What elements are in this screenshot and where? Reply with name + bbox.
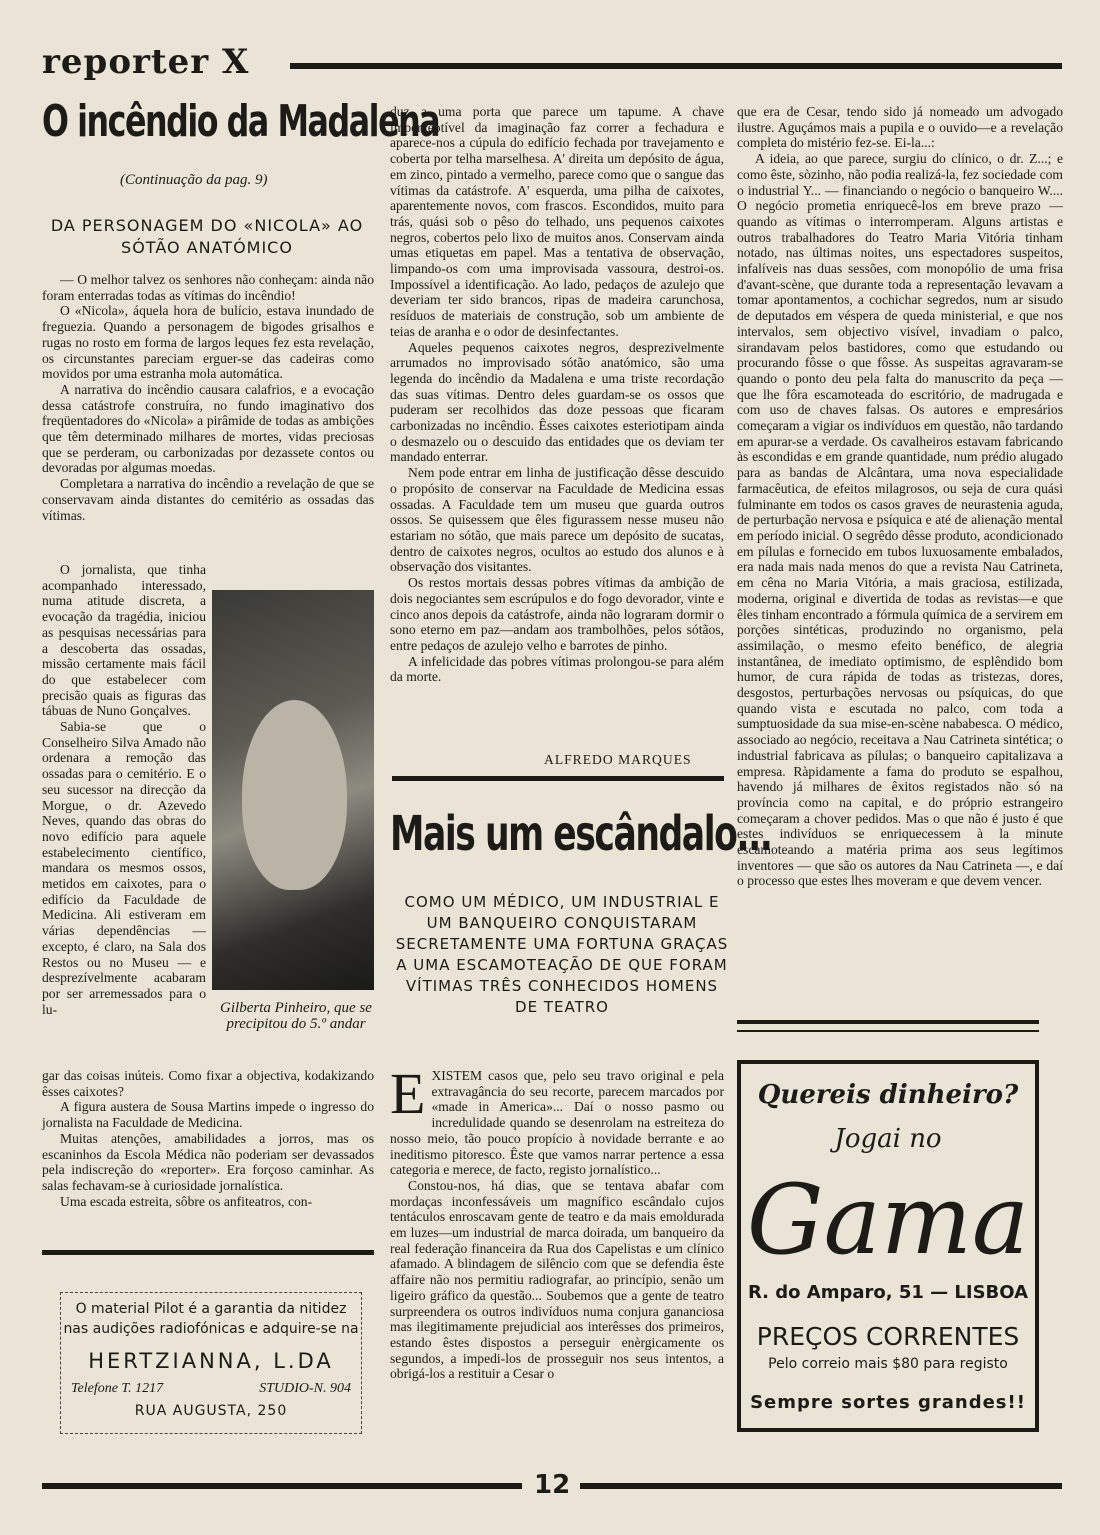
photo-caption: Gilberta Pinheiro, que se precipitou do 5.º andar [220,1000,372,1032]
pilot-line1: O material Pilot é a garantia da nitidez [75,1301,347,1317]
masthead-rule [290,63,1062,69]
paragraph: Os restos mortais dessas pobres vítimas da ambição de dois negociantes sem escrúpulos e do fogo devorador, vinte e cinco anos depois da catástrofe, ainda não lograram dormir o sono eterno em paz—andam aos trambolhões, pelos sótãos, entre pedaços de azulejo velho e barrotes de pinho. [390,575,724,653]
paragraph: Nem pode entrar em linha de justificação dêsse descuido o propósito de conservar na Faculdade de Medicina essas ossadas. A Faculdade tem um museu que guarda outros ossos. Se quisessem que êles figurassem nesse museu não estariam no sótão, que mais parece um depósito de sucatas, dentro de caixotes negros, ocultos ao estudo dos alunos e à observação dos visitantes. [390,465,724,575]
article2-column2 [390,1061,724,1382]
article1-title: O incêndio da Madalena [42,96,440,147]
article1-subtitle: DA PERSONAGEM DO «NICOLA» AO SÓTÃO ANATÓMICO [50,216,364,257]
column-rule [737,1020,1039,1024]
pilot-ad [60,1292,362,1434]
article1-column1-top [42,272,374,523]
paragraph: Completara a narrativa do incêndio a revelação de que se conservavam ainda distantes do cemitério as ossadas das vítimas. [42,476,374,523]
gama-brand: Gama [746,1164,1030,1276]
paragraph: Muitas atenções, amabilidades a jorros, mas os escaninhos da Escola Médica não poderiam ser devassados pela indiscreção do «reporter». Era forçoso caminhar. As salas fechavam-se à curiosidade jornalística. [42,1130,374,1193]
gama-address: R. do Amparo, 51 — LISBOA [747,1282,1029,1303]
paragraph: duz a uma porta que parece um tapume. A chave imperceptível da imaginação faz correr a fechadura e aparece-nos a cúpula do edifício fechada por travejamento e coberta por telha marselhesa. A' direita um depósito de água, em zinco, pintado a vermelho, parece como que o sangue das vítimas da catástrofe. A' esquerda, uma pilha de caixotes, aparentemente novos, com frascos. Escondidos, muito para trás, quási sob o pêso do telhado, uns pequenos caixotes negros, cobertos pelo lixo de muitos anos. Conservam ainda umas etiquetas em papel. Mas a tentativa de observação, limpando-os com uma improvisada vassoura, destroi-os. Impossível a identificação. Ao lado, pedaços de azulejo que deveriam ter sido brancos, ripas de madeira carunchosa, resíduos de materiais de construção, sob um ambiente de teias de aranha e o odor de desinfectantes. [390,104,724,339]
footer-rule-left [42,1483,522,1489]
portrait-photo [212,590,374,990]
paragraph: gar das coisas inúteis. Como fixar a objectiva, kodakizando êsses caixotes? [42,1068,374,1099]
gama-prices: PREÇOS CORRENTES [756,1322,1020,1351]
page-number: 12 [534,1470,571,1500]
gama-question: Quereis dinheiro? [757,1080,1019,1110]
masthead-brand: reporter X [42,42,250,82]
masthead [42,42,1062,82]
column-rule [737,1030,1039,1032]
pilot-company: HERTZIANNA, L.DA [88,1349,334,1373]
paragraph: Constou-nos, há dias, que se tentava abafar com mordaças inconfessáveis um magnífico escândalo cujos tentáculos enroscavam gente de teatro e da mais emoldurada em luzes—um industrial de marca doirada, um banqueiro da real federação financeira da Rua dos Capelistas e um clínico afamado. A blindagem de silêncio com que se defendia êste affaire não nos permitiu radiografar, ao princípio, senão um ligeiro gráfico da questão... Soubemos que a gente de teatro surpreendera os outros indivíduos numa conjura gananciosa mas ilegitimamente prejudicial aos interêsses dos primeiros, estando êstes dispostos a perseguir enèrgicamente os segundos, a impedi-los de prosseguir nos seus intentos, a obrigá-los a restituir a Cesar o [390,1177,724,1382]
gama-mail: Pelo correio mais $80 para registo [768,1356,1008,1372]
pilot-phone: Telefone T. 1217 [71,1381,164,1396]
article2-subtitle: COMO UM MÉDICO, UM INDUSTRIAL E UM BANQUEIRO CONQUISTARAM SECRETAMENTE UMA FORTUNA GRAÇAS A UMA ESCAMOTEAÇÃO DE QUE FORAM VÍTIMAS TRÊS CONHECIDOS HOMENS DE TEATRO [395,893,729,1016]
article1-column2 [390,104,724,685]
gama-slogan: Sempre sortes grandes!! [750,1392,1026,1413]
article2-column3 [737,104,1063,1004]
portrait-face [242,700,347,890]
paragraph: Sabia-se que o Conselheiro Silva Amado não ordenara a remoção das ossadas para o cemitério. E o seu sucessor na direcção da Morgue, o dr. Azevedo Neves, quando das obras do novo edifício para aquele estabelecimento científico, mandara os mesmos ossos, metidos em caixotes, para o edifício da Faculdade de Medicina. Ali estiveram em várias dependências — excepto, é claro, na Sala dos Restos ou no Museu — e desprezívelmente acabaram por ser arremessados para o lu- [42,719,206,1017]
paragraph: O jornalista, que tinha acompanhado interessado, numa atitude discreta, a evocação da tragédia, iniciou as pesquisas necessárias para a descoberta das ossadas, missão certamente mais fácil do que estabelecer com precisão quais as figuras das tábuas de Nuno Gonçalves. [42,562,206,719]
article1-author: ALFREDO MARQUES [544,752,692,767]
paragraph: XISTEM casos que, pelo seu travo original e pela extravagância do seu recorte, parecem marcados por «made in America»... Daí o nosso pasmo ou incredulidade quando se desenrolam na estreiteza do nosso meio, tão pouco propício à novidade berrante e ao ineditismo pitoresco. Êste que vamos narrar pertence a essa categoria e merece, de facto, registo jornalístico... [390,1068,724,1178]
paragraph: A ideia, ao que parece, surgiu do clínico, o dr. Z...; e como êste, sòzinho, não podia realizá-la, fez sociedade com o industrial Y... — financiando o negócio o banqueiro W.... O negócio prometia enriquecê-los em breve prazo — quando as vítimas o interromperam. Alguns artistas e outros trabalhadores do Teatro Maria Vitória tinham notado, nas últimas noites, uns espectadores suspeitos, infalíveis nas duas sessões, com monopólio de uma frisa d'avant-scène, que durante toda a representação levavam a tomar apontamentos, a cochichar segredos, num ar sisudo de deputados em véspera de queda ministerial, e que nos intervalos, sem objectivo visível, invadiam o palco, sirandavam pelos bastidores, como que estudando ou procurando fôsse o que fôsse. As suspeitas agravaram-se quando o ponto deu pela falta do manuscrito da peça — que lhe fôra escamoteada do escritório, de madrugada e com uso de chaves falsas. Os autores e empresários começaram a vigiar os indivíduos em questão, não tardando em apurar-se a verdade. Os cavalheiros estavam fabricando às escondidas e em grande quantidade, num prédio alugado para as bandas de Alcântara, uma nova especialidade farmacêutica, de efeitos milagrosos, ou seja de cura quási fulminante em todos os casos graves de neurastenia aguda, de perturbação nervosa e psíquica e até de alienação mental em período inicial. O segrêdo dêsse produto, acondicionado em pílulas e fornecido em tubos luxuosamente embalados, era nada mais nada menos do que a revista Nau Catrineta, em cêna no Maria Vitória, a mais graciosa, estilizada, moderna, original e divertida de todas as revistas—e que êles tinham encontrado a fórmula química de a servirem em porções sintéticas, produzindo no organismo, pela assimilação, o mesmo efeito benéfico, de alegria instantânea, de imediato optimismo, de esplêndido bom humor, de cura rápida de todas as tristezas, dores, desgostos, perturbações nervosas ou psíquicas, do que quando vista e escutada no palco, com toda a sumptuosidade da sua mise-en-scène nababesca. O médico, associado ao negócio, receitava a Nau Catrineta sintética; o industrial fabricava as pílulas; o banqueiro capitalizava a empresa. Ràpidamente a fama do produto se espalhou, havendo já milhares de êxitos registados não só na província como na capital, e do próprio estrangeiro começaram a chover pedidos. Mas o que não é justo é que estes indivíduos se enriquecessem à la minute escamoteando a matéria prima aos seus legítimos inventores — que são os autores da Nau Catrineta —, e daí o processo que estes lhes moveram e que devem vencer. [737,151,1063,889]
section-rule [392,776,724,781]
paragraph: A narrativa do incêndio causara calafrios, e a evocação dessa catástrofe construíra, no fundo imaginativo dos freqüentadores do «Nicola» a pirâmide de todas as ambições que têm determinado milhares de mortes, vidas preciosas que se perderam, ou carbonizadas por dezassete contos ou devoradas por algumas moedas. [42,381,374,476]
paragraph: A infelicidade das pobres vítimas prolongou-se para além da morte. [390,653,724,685]
paragraph: A figura austera de Sousa Martins impede o ingresso do jornalista na Faculdade de Medicina. [42,1099,374,1131]
pilot-address: RUA AUGUSTA, 250 [134,1403,288,1419]
pilot-line2: nas audições radiofónicas e adquire-se na [63,1321,359,1337]
pilot-studio: STUDIO-N. 904 [259,1381,351,1396]
paragraph: Uma escada estreita, sôbre os anfiteatros, con- [60,1193,313,1209]
gama-ad [737,1060,1039,1432]
dropcap: E [390,1061,426,1126]
article1-column1-bottom [42,1068,374,1209]
paragraph: que era de Cesar, tendo sido já nomeado um advogado ilustre. Aguçámos mais a pupila e o ouvido—e a revelação completa do mistério fez-se. Ei-la...: [737,104,1063,151]
paragraph: Aqueles pequenos caixotes negros, desprezivelmente arrumados no improvisado sótão anatómico, são uma legenda do incêndio da Madalena e uma triste recordação das suas vítimas. Dentro deles guardam-se os ossos que puderam ser recolhidos das doze pessoas que ficaram carbonizadas no incêndio. Êsses caixotes esteriotipam ainda o desmazelo ou o descuido das entidades que os deviam ter mandado enterrar. [390,339,724,465]
paragraph: — O melhor talvez os senhores não conheçam: ainda não foram enterradas todas as vítimas do incêndio! [42,272,374,303]
footer-rule-right [580,1483,1062,1489]
gama-invite: Jogai no [834,1124,942,1154]
article2-title: Mais um escândalo... [390,806,772,862]
paragraph: O «Nicola», áquela hora de bulício, estava inundado de freguezia. Quando a personagem de bigodes grisalhos e rugas no rosto em forma de largos leques fez esta revelação, os circunstantes pareciam erguer-se das cadeiras como movidos por uma estranha mola automática. [42,303,374,382]
article1-continuation: (Continuação da pag. 9) [120,172,268,188]
column-rule [42,1250,374,1255]
